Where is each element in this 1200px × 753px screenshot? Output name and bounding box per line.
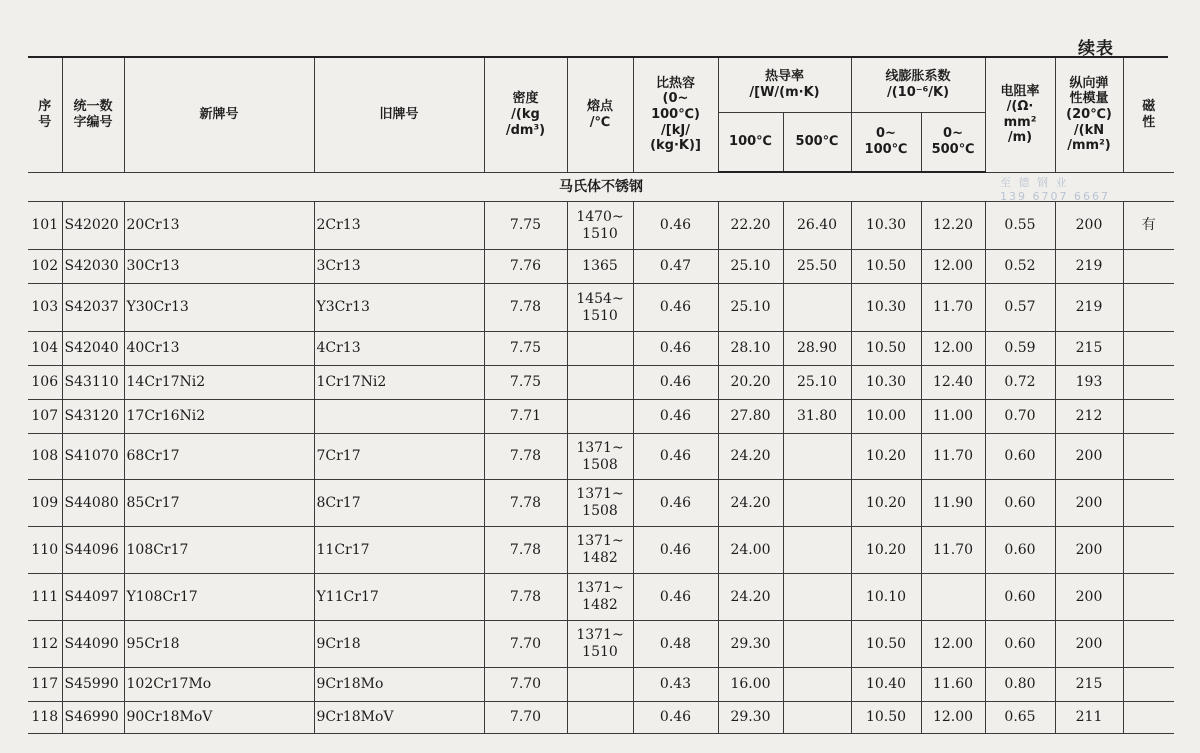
header-specific-heat: 比热容 (0~ 100℃) /[kJ/ (kg·K)] <box>633 58 718 172</box>
tc-500-cell <box>783 480 851 527</box>
exp-100-cell: 10.50 <box>851 621 921 668</box>
table-row <box>28 400 1174 434</box>
tc-100-cell: 24.20 <box>718 480 783 527</box>
melting-point-cell <box>567 668 633 702</box>
melting-point-cell: 1454~ 1510 <box>567 284 633 332</box>
modulus-cell: 200 <box>1055 202 1123 250</box>
exp-500-cell: 11.60 <box>921 668 985 702</box>
seq-cell: 109 <box>28 480 62 527</box>
melting-point-cell <box>567 366 633 400</box>
old-grade-cell: 7Cr17 <box>314 434 484 480</box>
code-cell: S46990 <box>62 702 124 734</box>
new-grade-cell: 14Cr17Ni2 <box>124 366 314 400</box>
seq-cell: 101 <box>28 202 62 250</box>
tc-500-cell <box>783 702 851 734</box>
exp-100-cell: 10.30 <box>851 366 921 400</box>
exp-500-cell: 11.70 <box>921 284 985 332</box>
resistivity-cell: 0.52 <box>985 250 1055 284</box>
old-grade-cell: Y3Cr13 <box>314 284 484 332</box>
header-thermal-conductivity: 热导率 /[W/(m·K) <box>718 58 851 112</box>
header-exp-500: 0~ 500℃ <box>921 112 985 172</box>
modulus-cell: 219 <box>1055 250 1123 284</box>
new-grade-cell: 20Cr13 <box>124 202 314 250</box>
resistivity-cell: 0.70 <box>985 400 1055 434</box>
exp-100-cell: 10.30 <box>851 284 921 332</box>
exp-100-cell: 10.50 <box>851 332 921 366</box>
melting-point-cell <box>567 400 633 434</box>
header-new-grade: 新牌号 <box>124 58 314 172</box>
modulus-cell: 200 <box>1055 480 1123 527</box>
specific-heat-cell: 0.46 <box>633 202 718 250</box>
header-exp-100: 0~ 100℃ <box>851 112 921 172</box>
header-magnetic: 磁 性 <box>1123 58 1174 172</box>
tc-100-cell: 27.80 <box>718 400 783 434</box>
density-cell: 7.78 <box>484 480 567 527</box>
magnetic-cell <box>1123 621 1174 668</box>
resistivity-cell: 0.57 <box>985 284 1055 332</box>
exp-500-cell: 12.00 <box>921 702 985 734</box>
section-row <box>28 172 1174 202</box>
magnetic-cell <box>1123 527 1174 574</box>
tc-100-cell: 20.20 <box>718 366 783 400</box>
specific-heat-cell: 0.43 <box>633 668 718 702</box>
table-row <box>28 702 1174 734</box>
old-grade-cell: 2Cr13 <box>314 202 484 250</box>
new-grade-cell: Y108Cr17 <box>124 574 314 621</box>
tc-500-cell: 28.90 <box>783 332 851 366</box>
tc-100-cell: 16.00 <box>718 668 783 702</box>
table-row <box>28 621 1174 668</box>
magnetic-cell <box>1123 400 1174 434</box>
code-cell: S45990 <box>62 668 124 702</box>
exp-100-cell: 10.20 <box>851 434 921 480</box>
tc-100-cell: 29.30 <box>718 621 783 668</box>
tc-500-cell: 25.10 <box>783 366 851 400</box>
tc-500-cell <box>783 284 851 332</box>
melting-point-cell <box>567 702 633 734</box>
specific-heat-cell: 0.46 <box>633 527 718 574</box>
resistivity-cell: 0.55 <box>985 202 1055 250</box>
new-grade-cell: Y30Cr13 <box>124 284 314 332</box>
table-row <box>28 480 1174 527</box>
header-thermal-expansion: 线膨胀系数 /(10⁻⁶/K) <box>851 58 985 112</box>
header-resistivity: 电阻率 /(Ω· mm² /m) <box>985 58 1055 172</box>
table-row <box>28 668 1174 702</box>
magnetic-cell <box>1123 434 1174 480</box>
melting-point-cell: 1371~ 1508 <box>567 480 633 527</box>
tc-100-cell: 22.20 <box>718 202 783 250</box>
density-cell: 7.75 <box>484 332 567 366</box>
melting-point-cell: 1371~ 1510 <box>567 621 633 668</box>
exp-100-cell: 10.40 <box>851 668 921 702</box>
density-cell: 7.75 <box>484 366 567 400</box>
magnetic-cell <box>1123 702 1174 734</box>
magnetic-cell <box>1123 284 1174 332</box>
new-grade-cell: 30Cr13 <box>124 250 314 284</box>
new-grade-cell: 40Cr13 <box>124 332 314 366</box>
old-grade-cell: 9Cr18MoV <box>314 702 484 734</box>
melting-point-cell: 1371~ 1482 <box>567 574 633 621</box>
tc-500-cell: 31.80 <box>783 400 851 434</box>
specific-heat-cell: 0.46 <box>633 574 718 621</box>
modulus-cell: 200 <box>1055 434 1123 480</box>
seq-cell: 111 <box>28 574 62 621</box>
modulus-cell: 211 <box>1055 702 1123 734</box>
resistivity-cell: 0.60 <box>985 621 1055 668</box>
new-grade-cell: 108Cr17 <box>124 527 314 574</box>
magnetic-cell <box>1123 332 1174 366</box>
tc-500-cell <box>783 621 851 668</box>
exp-500-cell: 11.00 <box>921 400 985 434</box>
tc-500-cell <box>783 574 851 621</box>
density-cell: 7.71 <box>484 400 567 434</box>
exp-100-cell: 10.10 <box>851 574 921 621</box>
resistivity-cell: 0.59 <box>985 332 1055 366</box>
magnetic-cell <box>1123 480 1174 527</box>
seq-cell: 110 <box>28 527 62 574</box>
tc-100-cell: 24.20 <box>718 434 783 480</box>
exp-100-cell: 10.20 <box>851 480 921 527</box>
seq-cell: 117 <box>28 668 62 702</box>
exp-500-cell: 11.70 <box>921 434 985 480</box>
exp-100-cell: 10.50 <box>851 702 921 734</box>
old-grade-cell <box>314 400 484 434</box>
code-cell: S43120 <box>62 400 124 434</box>
table-row <box>28 250 1174 284</box>
resistivity-cell: 0.60 <box>985 527 1055 574</box>
exp-500-cell: 12.20 <box>921 202 985 250</box>
specific-heat-cell: 0.46 <box>633 400 718 434</box>
table-row <box>28 527 1174 574</box>
seq-cell: 107 <box>28 400 62 434</box>
seq-cell: 108 <box>28 434 62 480</box>
header-elastic-modulus: 纵向弹 性模量 (20℃) /(kN /mm²) <box>1055 58 1123 172</box>
old-grade-cell: 9Cr18 <box>314 621 484 668</box>
header-old-grade: 旧牌号 <box>314 58 484 172</box>
page-title: 续表 <box>1078 39 1114 59</box>
density-cell: 7.70 <box>484 702 567 734</box>
tc-100-cell: 24.00 <box>718 527 783 574</box>
seq-cell: 104 <box>28 332 62 366</box>
modulus-cell: 200 <box>1055 574 1123 621</box>
old-grade-cell: Y11Cr17 <box>314 574 484 621</box>
new-grade-cell: 85Cr17 <box>124 480 314 527</box>
specific-heat-cell: 0.46 <box>633 332 718 366</box>
exp-500-cell: 12.40 <box>921 366 985 400</box>
code-cell: S44096 <box>62 527 124 574</box>
table-row <box>28 284 1174 332</box>
seq-cell: 102 <box>28 250 62 284</box>
seq-cell: 112 <box>28 621 62 668</box>
modulus-cell: 200 <box>1055 621 1123 668</box>
header-melting-point: 熔点 /℃ <box>567 58 633 172</box>
melting-point-cell: 1365 <box>567 250 633 284</box>
melting-point-cell: 1470~ 1510 <box>567 202 633 250</box>
new-grade-cell: 102Cr17Mo <box>124 668 314 702</box>
density-cell: 7.78 <box>484 434 567 480</box>
exp-500-cell: 12.00 <box>921 332 985 366</box>
density-cell: 7.78 <box>484 527 567 574</box>
code-cell: S42040 <box>62 332 124 366</box>
code-cell: S43110 <box>62 366 124 400</box>
code-cell: S44097 <box>62 574 124 621</box>
resistivity-cell: 0.60 <box>985 480 1055 527</box>
old-grade-cell: 11Cr17 <box>314 527 484 574</box>
watermark: 至 德 钢 业 139 6707 6667 <box>1000 176 1110 203</box>
seq-cell: 106 <box>28 366 62 400</box>
tc-500-cell: 25.50 <box>783 250 851 284</box>
resistivity-cell: 0.72 <box>985 366 1055 400</box>
exp-500-cell <box>921 574 985 621</box>
table-row <box>28 366 1174 400</box>
header-seq: 序 号 <box>28 58 62 172</box>
modulus-cell: 200 <box>1055 527 1123 574</box>
exp-100-cell: 10.20 <box>851 527 921 574</box>
magnetic-cell <box>1123 668 1174 702</box>
code-cell: S44080 <box>62 480 124 527</box>
resistivity-cell: 0.65 <box>985 702 1055 734</box>
modulus-cell: 215 <box>1055 332 1123 366</box>
exp-500-cell: 12.00 <box>921 621 985 668</box>
density-cell: 7.70 <box>484 668 567 702</box>
specific-heat-cell: 0.48 <box>633 621 718 668</box>
table-row <box>28 202 1174 250</box>
modulus-cell: 219 <box>1055 284 1123 332</box>
code-cell: S42037 <box>62 284 124 332</box>
specific-heat-cell: 0.46 <box>633 434 718 480</box>
specific-heat-cell: 0.47 <box>633 250 718 284</box>
specific-heat-cell: 0.46 <box>633 284 718 332</box>
code-cell: S41070 <box>62 434 124 480</box>
header-code: 统一数 字编号 <box>62 58 124 172</box>
specific-heat-cell: 0.46 <box>633 480 718 527</box>
tc-100-cell: 25.10 <box>718 250 783 284</box>
table-row <box>28 434 1174 480</box>
melting-point-cell <box>567 332 633 366</box>
exp-100-cell: 10.50 <box>851 250 921 284</box>
tc-100-cell: 25.10 <box>718 284 783 332</box>
density-cell: 7.76 <box>484 250 567 284</box>
modulus-cell: 215 <box>1055 668 1123 702</box>
density-cell: 7.70 <box>484 621 567 668</box>
resistivity-cell: 0.60 <box>985 434 1055 480</box>
exp-500-cell: 11.90 <box>921 480 985 527</box>
density-cell: 7.75 <box>484 202 567 250</box>
seq-cell: 103 <box>28 284 62 332</box>
resistivity-cell: 0.80 <box>985 668 1055 702</box>
properties-table <box>28 58 1174 734</box>
tc-500-cell <box>783 527 851 574</box>
magnetic-cell <box>1123 574 1174 621</box>
specific-heat-cell: 0.46 <box>633 366 718 400</box>
code-cell: S42020 <box>62 202 124 250</box>
melting-point-cell: 1371~ 1482 <box>567 527 633 574</box>
resistivity-cell: 0.60 <box>985 574 1055 621</box>
code-cell: S44090 <box>62 621 124 668</box>
table-row <box>28 574 1174 621</box>
tc-100-cell: 29.30 <box>718 702 783 734</box>
code-cell: S42030 <box>62 250 124 284</box>
new-grade-cell: 17Cr16Ni2 <box>124 400 314 434</box>
exp-500-cell: 11.70 <box>921 527 985 574</box>
old-grade-cell: 9Cr18Mo <box>314 668 484 702</box>
new-grade-cell: 90Cr18MoV <box>124 702 314 734</box>
density-cell: 7.78 <box>484 284 567 332</box>
magnetic-cell: 有 <box>1123 202 1174 250</box>
header-tc-500: 500℃ <box>783 112 851 172</box>
specific-heat-cell: 0.46 <box>633 702 718 734</box>
tc-100-cell: 24.20 <box>718 574 783 621</box>
modulus-cell: 193 <box>1055 366 1123 400</box>
header-tc-100: 100℃ <box>718 112 783 172</box>
table-row <box>28 332 1174 366</box>
old-grade-cell: 1Cr17Ni2 <box>314 366 484 400</box>
exp-100-cell: 10.00 <box>851 400 921 434</box>
seq-cell: 118 <box>28 702 62 734</box>
magnetic-cell <box>1123 250 1174 284</box>
melting-point-cell: 1371~ 1508 <box>567 434 633 480</box>
tc-100-cell: 28.10 <box>718 332 783 366</box>
exp-100-cell: 10.30 <box>851 202 921 250</box>
new-grade-cell: 95Cr18 <box>124 621 314 668</box>
tc-500-cell <box>783 434 851 480</box>
section-title: 马氏体不锈钢 <box>28 172 1174 202</box>
density-cell: 7.78 <box>484 574 567 621</box>
modulus-cell: 212 <box>1055 400 1123 434</box>
exp-500-cell: 12.00 <box>921 250 985 284</box>
tc-500-cell: 26.40 <box>783 202 851 250</box>
new-grade-cell: 68Cr17 <box>124 434 314 480</box>
tc-500-cell <box>783 668 851 702</box>
old-grade-cell: 8Cr17 <box>314 480 484 527</box>
old-grade-cell: 3Cr13 <box>314 250 484 284</box>
old-grade-cell: 4Cr13 <box>314 332 484 366</box>
header-density: 密度 /(kg /dm³) <box>484 58 567 172</box>
magnetic-cell <box>1123 366 1174 400</box>
